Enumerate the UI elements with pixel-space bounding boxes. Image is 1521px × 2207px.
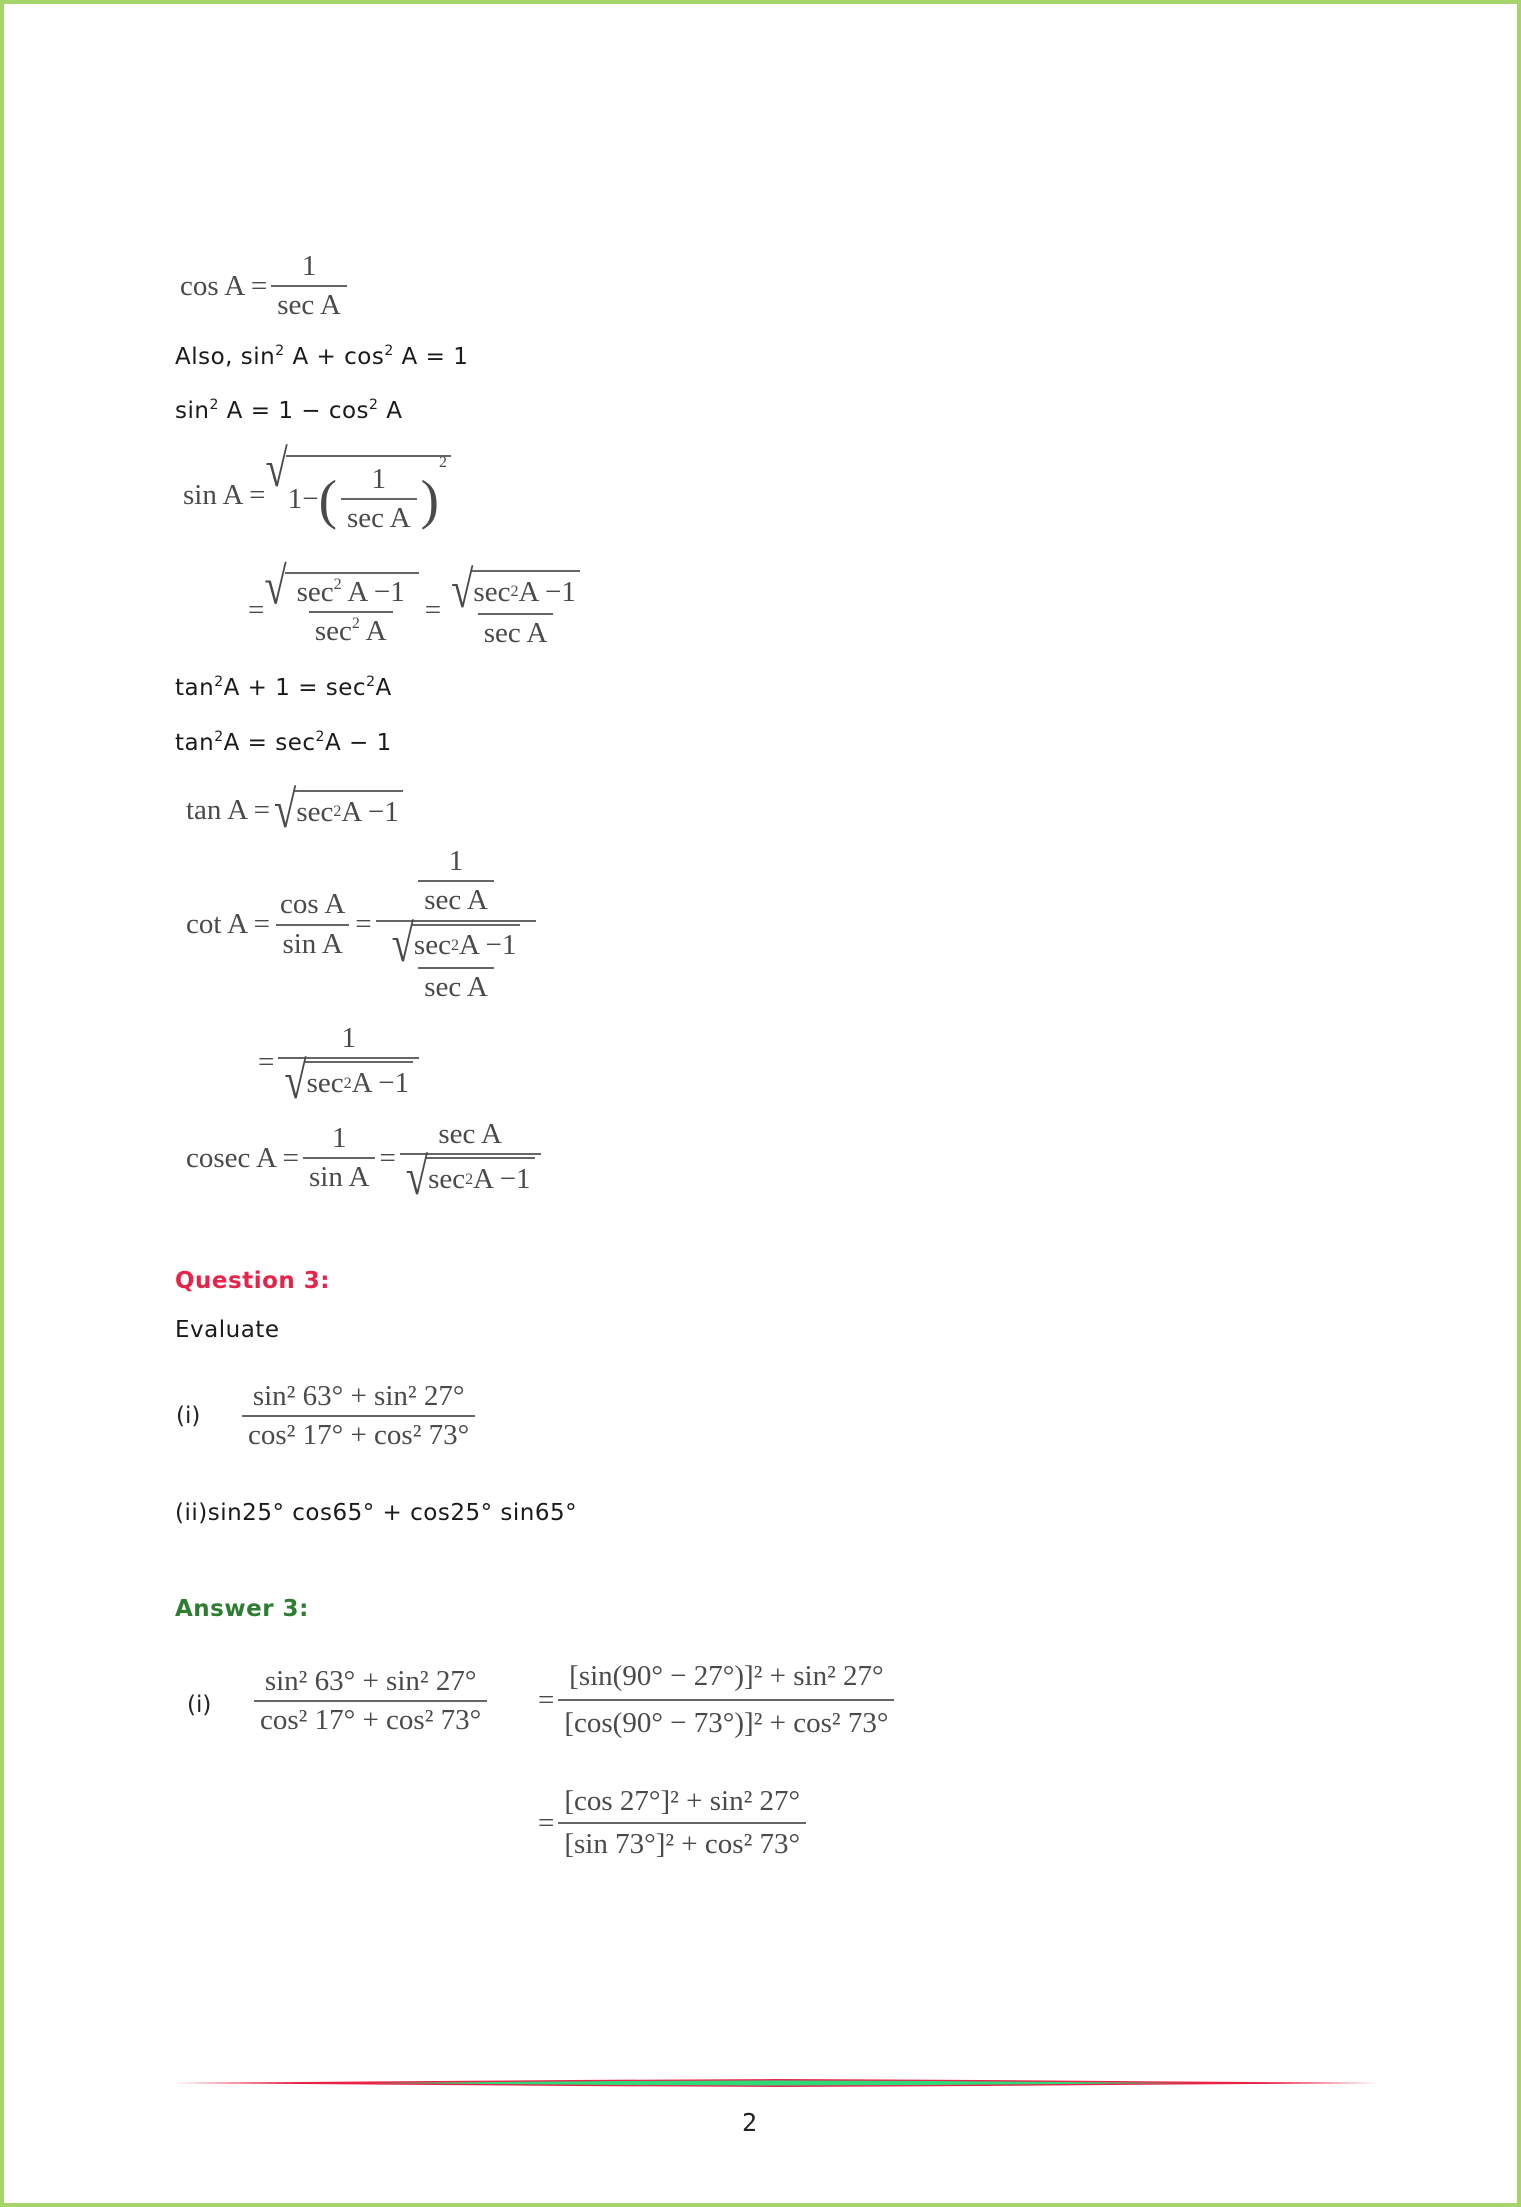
denominator: cos² 17° + cos² 73° <box>254 1700 487 1737</box>
radicand: sec 2 A −1 <box>412 924 520 965</box>
text-part: sec <box>314 615 352 648</box>
superscript: 2 <box>275 343 285 359</box>
fraction <box>386 913 527 1005</box>
denominator <box>376 913 537 1005</box>
text-part: Also, sin <box>175 344 276 370</box>
superscript: 2 <box>214 674 224 690</box>
fraction <box>445 560 586 651</box>
numerator: 1 <box>301 250 317 282</box>
part-i-label: (i) <box>176 1403 201 1429</box>
denominator: sin A <box>276 924 348 961</box>
text-part: A −1 <box>341 576 405 608</box>
text-part: sec <box>306 1066 344 1099</box>
fraction <box>558 1785 806 1862</box>
text-part: sec <box>473 575 511 608</box>
text-part: A = 1 − cos <box>218 398 370 424</box>
numerator: cos A <box>280 888 346 921</box>
answer-3-heading: Answer 3: <box>175 1596 309 1622</box>
text-part: A = sec <box>223 730 316 756</box>
fraction <box>418 845 494 918</box>
numerator: sec A <box>438 1118 502 1150</box>
radical-sign: √ <box>265 438 288 498</box>
superscript: 2 <box>351 615 360 633</box>
radicand: 1− ( $\frac{1}{\text{sec A}}$ ) 2 <box>286 455 451 536</box>
tan-a-equation <box>186 780 403 839</box>
question-3-heading: Question 3: <box>175 1268 330 1294</box>
radicand: sec 2 A −1 <box>426 1157 534 1198</box>
text-part: A −1 <box>458 929 517 962</box>
fraction <box>291 576 411 649</box>
answer-3-step-2 <box>538 1785 810 1862</box>
numerator: 1 <box>448 845 464 877</box>
one-minus: 1− <box>287 482 319 515</box>
numerator: 1 <box>341 1022 356 1054</box>
text-part: A −1 <box>518 575 576 608</box>
cot-a-equation <box>186 845 540 1004</box>
pythagorean-identity-line <box>175 344 468 370</box>
radicand: sec 2 A −1 <box>294 790 402 831</box>
denominator: sin A <box>303 1157 375 1194</box>
sin-squared-line <box>175 398 403 424</box>
numerator <box>408 845 504 920</box>
text-part: A <box>378 398 403 424</box>
numerator <box>291 576 411 611</box>
fraction <box>558 1660 894 1741</box>
answer-part-i-label: (i) <box>187 1692 212 1718</box>
square-root <box>391 913 521 973</box>
denominator <box>400 1147 541 1206</box>
denominator: cos² 17° + cos² 73° <box>242 1415 475 1452</box>
text-part: A − 1 <box>324 730 392 756</box>
text-part: sec <box>296 576 334 608</box>
numerator: 1 <box>371 463 387 495</box>
denominator: sec A <box>418 880 494 917</box>
text-part: A −1 <box>473 1162 531 1195</box>
text-part: A −1 <box>351 1066 410 1099</box>
compound-fraction <box>376 845 537 1004</box>
square-root <box>274 780 403 839</box>
superscript: 2 <box>333 576 342 593</box>
text-part: A −1 <box>341 795 399 828</box>
equals: = <box>258 1045 275 1078</box>
fraction <box>278 1022 419 1110</box>
denominator: sec A <box>341 498 417 535</box>
lhs: cot A = <box>186 908 271 941</box>
square-root <box>451 560 580 619</box>
equals: = <box>538 1683 555 1716</box>
text-part: A + cos <box>284 344 385 370</box>
superscript: 2 <box>384 343 394 359</box>
radicand: sec 2 A −1 <box>471 570 579 611</box>
square-root <box>405 1147 535 1206</box>
text-part: sec <box>428 1162 466 1195</box>
text-part: sin <box>175 398 210 424</box>
radical-sign: √ <box>405 1147 429 1206</box>
square-root <box>284 1051 413 1110</box>
equals: = <box>355 908 372 941</box>
denominator: [sin 73°]² + cos² 73° <box>558 1822 806 1861</box>
denominator: sec A <box>478 613 554 650</box>
lhs: cosec A = <box>186 1141 299 1174</box>
denominator: [cos(90° − 73°)]² + cos² 73° <box>558 1699 894 1740</box>
radical-sign: √ <box>274 780 297 839</box>
numerator: 1 <box>331 1122 347 1154</box>
superscript: 2 <box>209 397 219 413</box>
denominator: sec A <box>271 285 347 322</box>
text-part: A <box>375 675 392 701</box>
text-part: A + 1 = sec <box>223 675 367 701</box>
part-ii-label: (ii) <box>175 1500 208 1526</box>
text-part: tan <box>175 675 215 701</box>
square-root <box>265 438 450 536</box>
fraction <box>303 1122 375 1195</box>
equals: = <box>538 1806 555 1839</box>
cot-a-equation-2 <box>258 1022 423 1110</box>
numerator <box>445 560 586 619</box>
paren-close: ) <box>420 468 439 530</box>
text-part: A = 1 <box>393 344 469 370</box>
cosec-a-equation <box>186 1118 545 1206</box>
fraction <box>400 1118 541 1206</box>
tan-identity-line <box>175 675 392 701</box>
numerator: [cos 27°]² + sin² 27° <box>564 1785 801 1817</box>
superscript: 2 <box>366 674 376 690</box>
fraction <box>242 1380 475 1453</box>
cos-a-equation <box>180 250 351 323</box>
denominator <box>278 1051 419 1110</box>
text-part: sec <box>296 795 334 828</box>
answer-3-lhs <box>250 1665 491 1738</box>
fraction <box>274 888 351 961</box>
equals: = <box>424 593 442 626</box>
text-part: tan <box>175 730 215 756</box>
cos-a-lhs: cos A = <box>180 269 268 302</box>
lhs: tan A = <box>186 793 271 826</box>
fraction <box>254 1665 487 1738</box>
sin-a-equation-2 <box>248 556 590 651</box>
superscript: 2 <box>315 729 325 745</box>
tan-squared-line <box>175 730 392 756</box>
question-3-part-i-expression <box>238 1380 479 1453</box>
fraction <box>271 250 347 323</box>
answer-3-step-1 <box>538 1660 898 1741</box>
radical-sign: √ <box>391 913 414 973</box>
equals: = <box>379 1141 396 1174</box>
text-part: A <box>359 615 387 648</box>
numerator: sin² 63° + sin² 27° <box>252 1380 465 1412</box>
square-root <box>264 556 418 649</box>
part-ii-expression: sin25° cos65° + cos25° sin65° <box>207 1500 578 1526</box>
fraction <box>341 463 417 536</box>
question-3-prompt: Evaluate <box>175 1317 280 1343</box>
numerator: sin² 63° + sin² 27° <box>264 1665 477 1697</box>
sin-a-equation-1 <box>183 438 451 536</box>
text-part: sec <box>413 929 451 962</box>
radicand: sec 2 A −1 <box>305 1061 413 1102</box>
paren-open: ( <box>318 468 337 530</box>
page-number: 2 <box>742 2108 758 2137</box>
numerator: [sin(90° − 27°)]² + sin² 27° <box>569 1660 884 1692</box>
superscript: 2 <box>214 729 224 745</box>
denominator <box>309 611 393 648</box>
question-3-part-ii <box>175 1500 577 1526</box>
numerator <box>386 913 527 973</box>
superscript: 2 <box>369 397 379 413</box>
equals: = <box>248 593 265 626</box>
radical-sign: √ <box>451 560 474 619</box>
radical-sign: √ <box>264 556 287 616</box>
footer-divider <box>172 2078 1380 2088</box>
lhs: sin A = <box>183 478 266 511</box>
radicand <box>285 572 419 649</box>
denominator: sec A <box>418 967 494 1004</box>
radical-sign: √ <box>284 1051 307 1110</box>
